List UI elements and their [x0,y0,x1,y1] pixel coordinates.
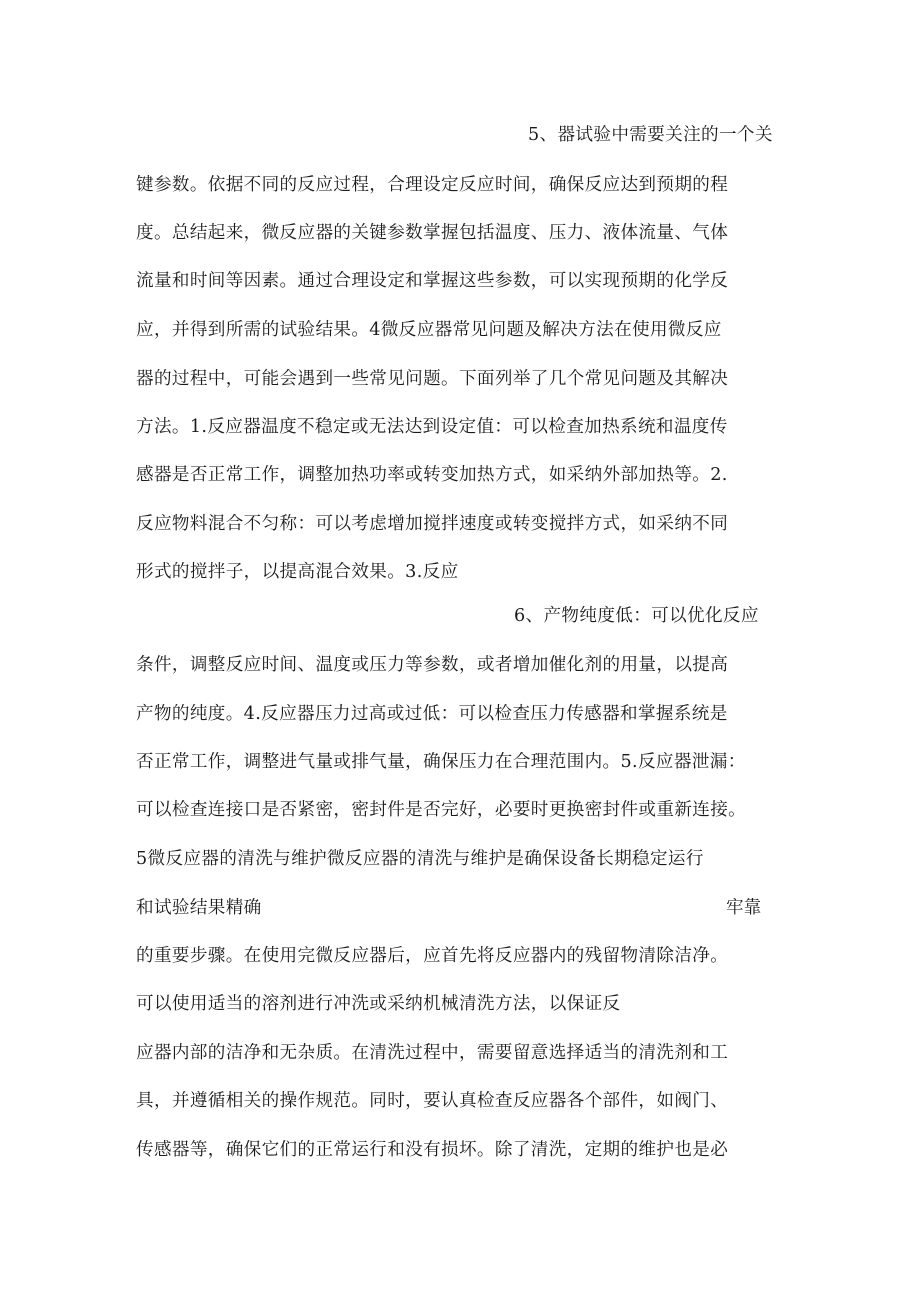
text-line: 传感器等，确保它们的正常运行和没有损坏。除了清洗，定期的维护也是必 [136,1140,729,1160]
text-line: 产物的纯度。4.反应器压力过高或过低：可以检查压力传感器和掌握系统是 [136,704,728,724]
text-line: 5、器试验中需要关注的一个关 [528,125,773,145]
text-line: 应器内部的洁净和无杂质。在清洗过程中，需要留意选择适当的清洗剂和工 [136,1043,729,1063]
text-line: 应，并得到所需的试验结果。4微反应器常见问题及解决方法在使用微反应 [136,320,722,340]
text-line: 键参数。依据不同的反应过程，合理设定反应时间，确保反应达到预期的程 [136,175,729,195]
text-line: 反应物料混合不匀称：可以考虑增加搅拌速度或转变搅拌方式，如采纳不同 [136,514,729,534]
text-line: 具，并遵循相关的操作规范。同时，要认真检查反应器各个部件，如阀门、 [136,1091,729,1111]
text-line: 和试验结果精确 [136,898,262,918]
text-line: 器的过程中，可能会遇到一些常见问题。下面列举了几个常见问题及其解决 [136,369,729,389]
text-line: 的重要步骤。在使用完微反应器后，应首先将反应器内的残留物清除洁净。 [136,946,729,966]
text-line: 流量和时间等因素。通过合理设定和掌握这些参数，可以实现预期的化学反 [136,271,729,291]
text-line-fragment: 牢靠 [726,898,762,918]
text-line: 感器是否正常工作，调整加热功率或转变加热方式，如采纳外部加热等。2. [136,465,728,485]
text-line: 5微反应器的清洗与维护微反应器的清洗与维护是确保设备长期稳定运行 [136,849,704,869]
text-line: 可以使用适当的溶剂进行冲洗或采纳机械清洗方法，以保证反 [136,994,621,1014]
text-line: 6、产物纯度低：可以优化反应 [514,606,759,626]
text-line: 条件，调整反应时间、温度或压力等参数，或者增加催化剂的用量，以提高 [136,655,729,675]
text-line: 度。总结起来，微反应器的关键参数掌握包括温度、压力、液体流量、气体 [136,223,729,243]
text-line: 方法。1.反应器温度不稳定或无法达到设定值：可以检查加热系统和温度传 [136,417,728,437]
text-line: 可以检查连接口是否紧密，密封件是否完好，必要时更换密封件或重新连接。 [136,800,747,820]
text-line: 否正常工作，调整进气量或排气量，确保压力在合理范围内。5.反应器泄漏： [136,752,746,772]
text-line: 形式的搅拌子，以提高混合效果。3.反应 [136,562,459,582]
